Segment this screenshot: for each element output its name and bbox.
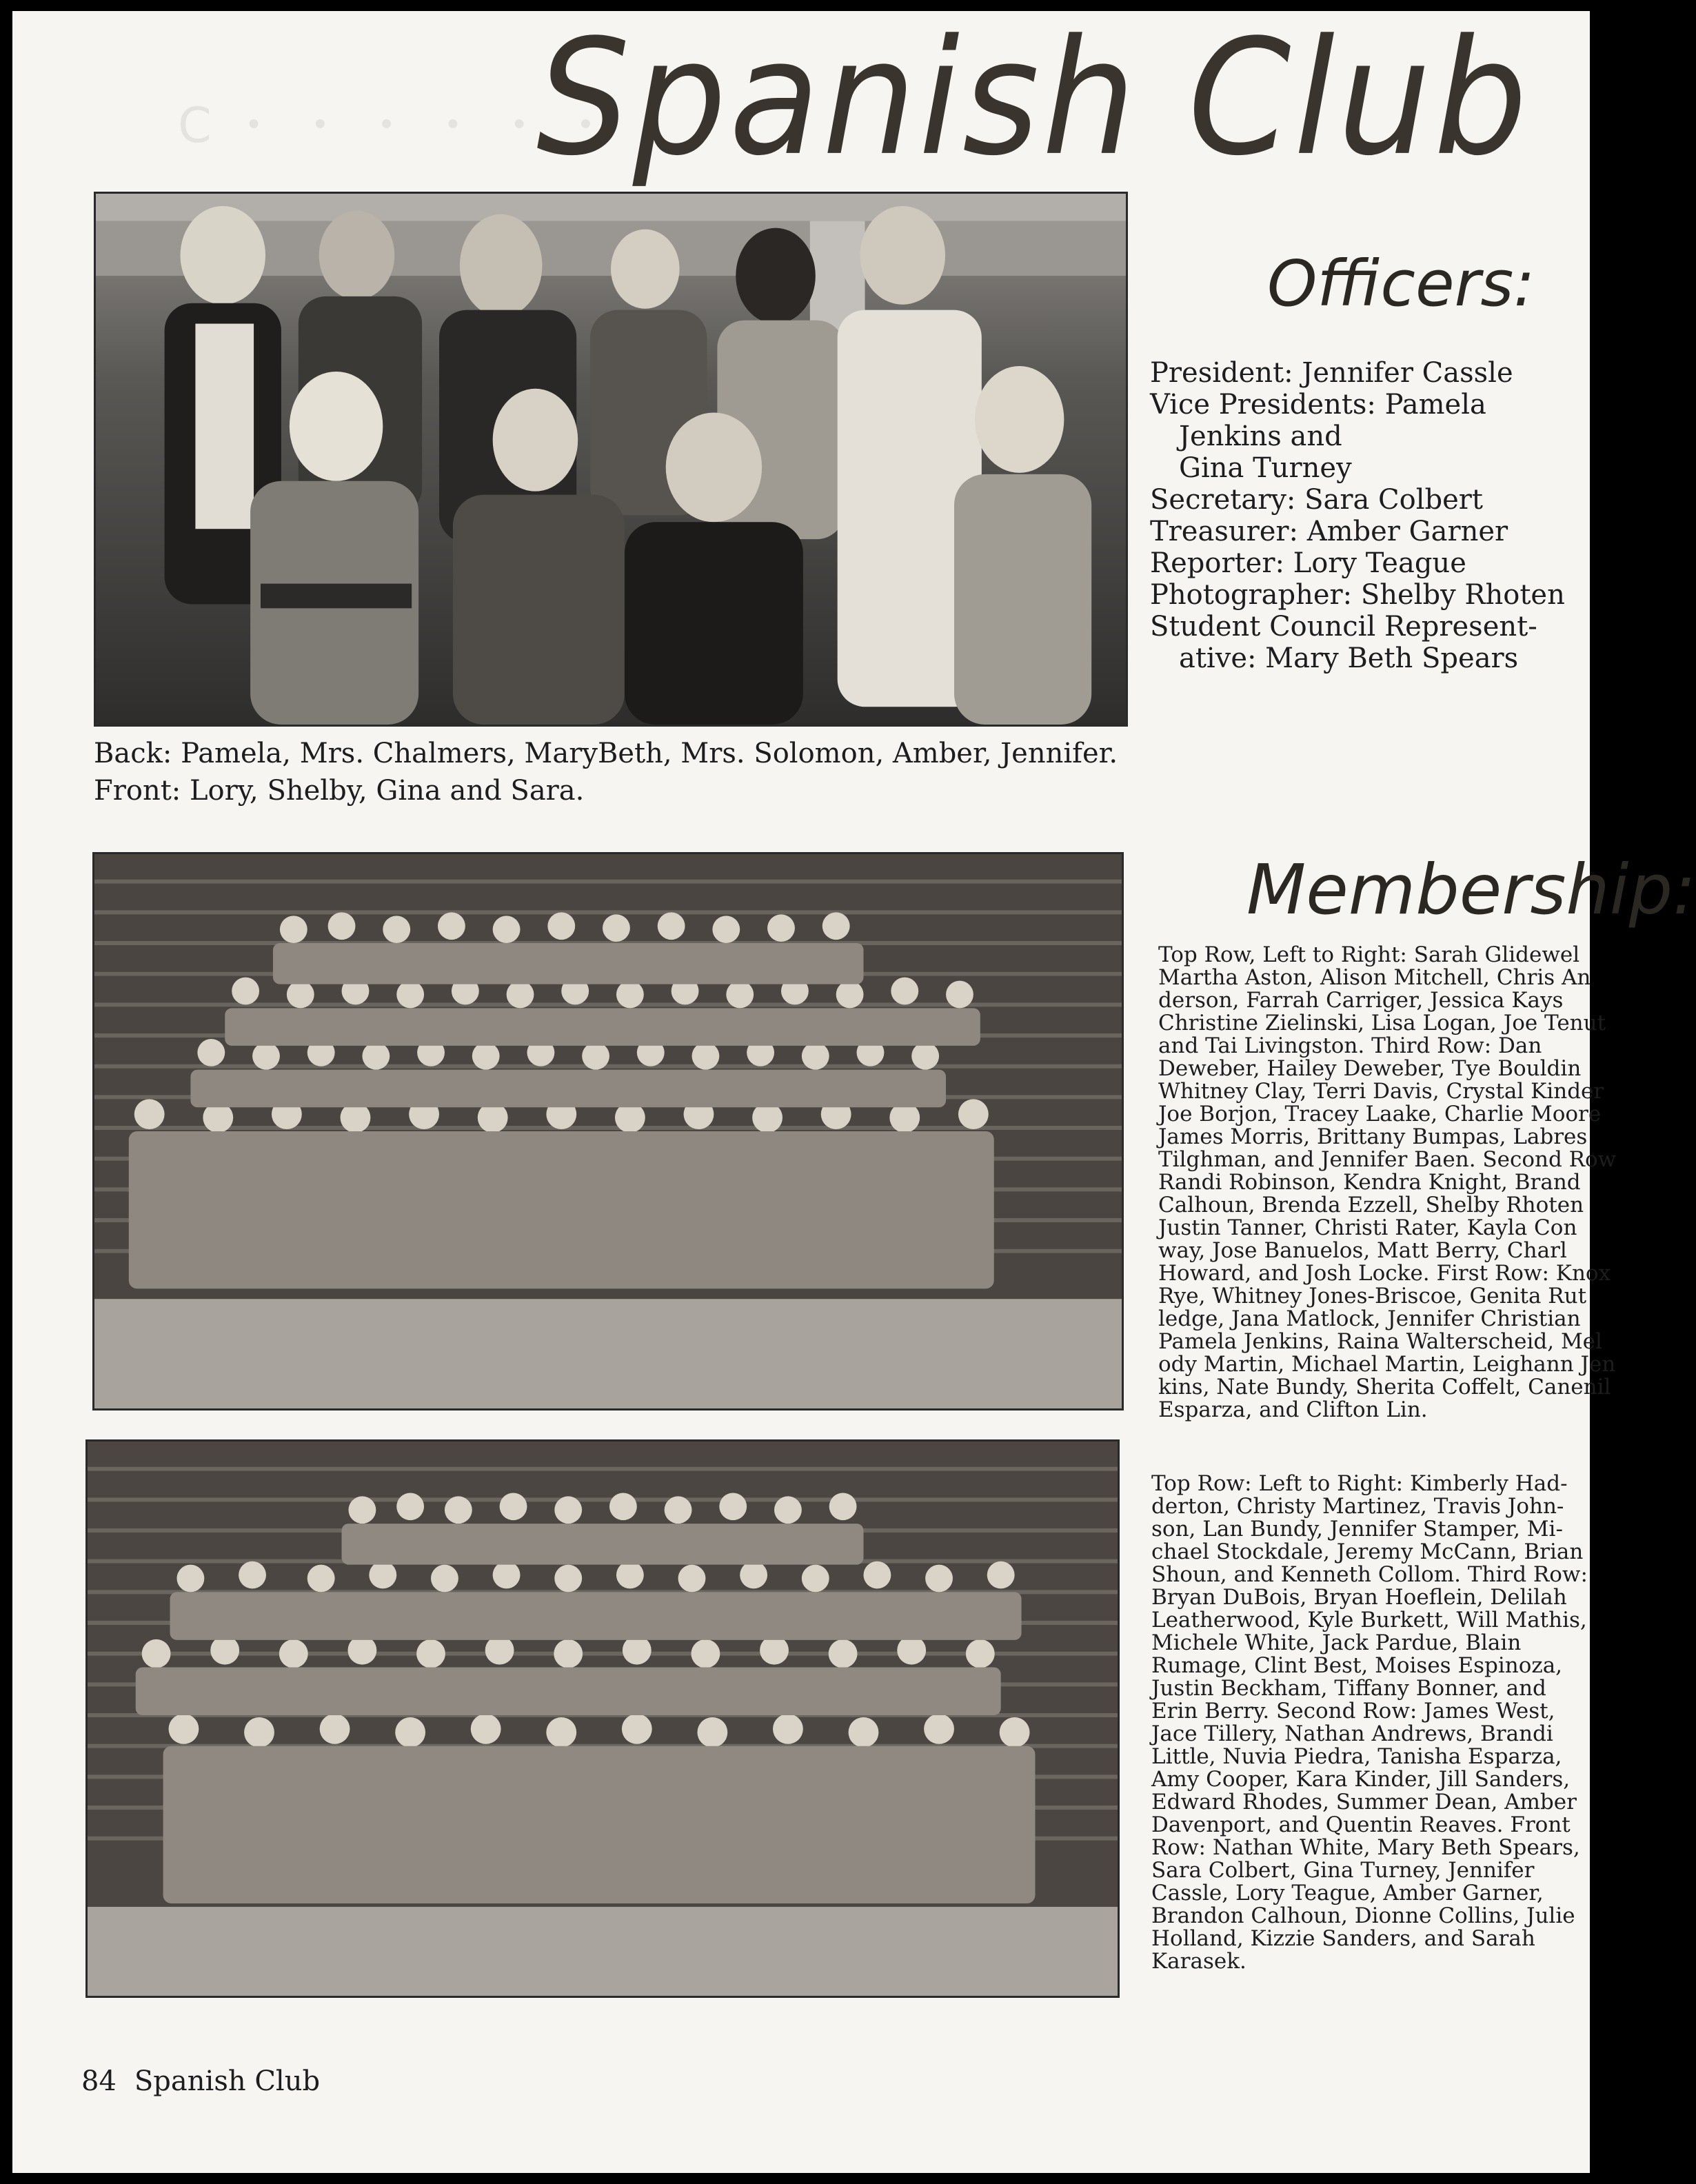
name-line: ody Martin, Michael Martin, Leighann Jen [1158, 1352, 1616, 1377]
name-line: derson, Farrah Carriger, Jessica Kays [1158, 988, 1564, 1013]
name-line: Tilghman, and Jennifer Baen. Second Row [1158, 1147, 1617, 1172]
name-line: Little, Nuvia Piedra, Tanisha Esparza, [1151, 1744, 1562, 1769]
officer-line: Photographer: Shelby Rhoten [1150, 579, 1565, 611]
name-line: Edward Rhodes, Summer Dean, Amber [1151, 1790, 1577, 1814]
name-line: derton, Christy Martinez, Travis John- [1151, 1494, 1564, 1519]
officer-line: ative: Mary Beth Spears [1179, 643, 1519, 674]
membership-names-group-1 [1158, 942, 1617, 1422]
officers-photo [94, 192, 1128, 727]
membership-photo-2 [85, 1439, 1120, 1998]
name-line: Davenport, and Quentin Reaves. Front [1151, 1812, 1571, 1837]
name-line: Holland, Kizzie Sanders, and Sarah [1151, 1926, 1535, 1951]
name-line: Calhoun, Brenda Ezzell, Shelby Rhoten [1158, 1193, 1584, 1217]
officers-photo-caption [94, 735, 1118, 809]
name-line: Top Row: Left to Right: Kimberly Had- [1151, 1471, 1568, 1496]
name-line: son, Lan Bundy, Jennifer Stamper, Mi- [1151, 1517, 1563, 1541]
membership-names-group-2 [1151, 1473, 1599, 1973]
name-line: Bryan DuBois, Bryan Hoeflein, Delilah [1151, 1585, 1567, 1610]
name-line: Karasek. [1151, 1949, 1246, 1974]
name-line: Christine Zielinski, Lisa Logan, Joe Tenut [1158, 1011, 1606, 1035]
name-line: Erin Berry. Second Row: James West, [1151, 1699, 1555, 1723]
name-line: Rumage, Clint Best, Moises Espinoza, [1151, 1653, 1563, 1678]
bleed-through-text: Ⅽ ・ ・ ・ ・ ・ ・ ・ [178, 97, 678, 154]
officers-heading: Officers: [1267, 247, 1535, 321]
name-line: Shoun, and Kenneth Collom. Third Row: [1151, 1562, 1588, 1587]
name-line: Esparza, and Clifton Lin. [1158, 1397, 1428, 1422]
officer-line: Student Council Represent- [1150, 611, 1537, 643]
officer-line: Treasurer: Amber Garner [1150, 516, 1508, 547]
name-line: Justin Beckham, Tiffany Bonner, and [1151, 1676, 1546, 1701]
page-footer [81, 2065, 320, 2097]
name-line: Brandon Calhoun, Dionne Collins, Julie [1151, 1903, 1575, 1928]
name-line: Sara Colbert, Gina Turney, Jennifer [1151, 1858, 1535, 1883]
name-line: way, Jose Banuelos, Matt Berry, Charl [1158, 1238, 1567, 1263]
name-line: Rye, Whitney Jones-Briscoe, Genita Rut [1158, 1284, 1587, 1308]
officers-list [1150, 357, 1565, 674]
officer-line: Reporter: Lory Teague [1150, 547, 1466, 579]
officer-line: Vice Presidents: Pamela [1150, 389, 1486, 421]
name-line: Michele White, Jack Pardue, Blain [1151, 1630, 1522, 1655]
officer-line: Secretary: Sara Colbert [1150, 484, 1483, 516]
name-line: Jace Tillery, Nathan Andrews, Brandi [1151, 1721, 1553, 1746]
name-line: Cassle, Lory Teague, Amber Garner, [1151, 1881, 1544, 1905]
name-line: Joe Borjon, Tracey Laake, Charlie Moore [1158, 1102, 1602, 1126]
membership-photo-1 [92, 852, 1124, 1410]
footer-section-name: Spanish Club [134, 2065, 321, 2097]
caption-line: Back: Pamela, Mrs. Chalmers, MaryBeth, Mrs. Solomon, Amber, Jennifer. [94, 738, 1118, 769]
name-line: Whitney Clay, Terri Davis, Crystal Kinder [1158, 1079, 1604, 1104]
officer-line: President: Jennifer Cassle [1150, 357, 1513, 389]
name-line: Pamela Jenkins, Raina Walterscheid, Mel [1158, 1329, 1602, 1354]
name-line: kins, Nate Bundy, Sherita Coffelt, Canenil [1158, 1375, 1611, 1399]
membership-photo-2-image [88, 1442, 1118, 1996]
officers-photo-image [96, 194, 1126, 725]
name-line: Amy Cooper, Kara Kinder, Jill Sanders, [1151, 1767, 1571, 1792]
name-line: Leatherwood, Kyle Burkett, Will Mathis, [1151, 1608, 1587, 1632]
name-line: James Morris, Brittany Bumpas, Labres [1158, 1124, 1588, 1149]
name-line: Row: Nathan White, Mary Beth Spears, [1151, 1835, 1580, 1860]
name-line: ledge, Jana Matlock, Jennifer Christian [1158, 1306, 1581, 1331]
page-number: 84 [81, 2065, 117, 2097]
name-line: Justin Tanner, Christi Rater, Kayla Con [1158, 1215, 1577, 1240]
name-line: Top Row, Left to Right: Sarah Glidewel [1158, 942, 1580, 967]
name-line: Randi Robinson, Kendra Knight, Brand [1158, 1170, 1581, 1195]
name-line: Howard, and Josh Locke. First Row: Knox [1158, 1261, 1611, 1286]
name-line: chael Stockdale, Jeremy McCann, Brian [1151, 1539, 1584, 1564]
page-title: Spanish Club [536, 5, 1531, 191]
officer-line: Gina Turney [1179, 452, 1352, 484]
name-line: Martha Aston, Alison Mitchell, Chris An [1158, 965, 1591, 990]
caption-line: Front: Lory, Shelby, Gina and Sara. [94, 775, 585, 807]
name-line: Deweber, Hailey Deweber, Tye Bouldin [1158, 1056, 1582, 1081]
membership-photo-1-image [94, 854, 1122, 1408]
membership-heading: Membership: [1246, 849, 1696, 930]
yearbook-page [12, 5, 1696, 2173]
officer-line: Jenkins and [1179, 421, 1342, 452]
name-line: and Tai Livingston. Third Row: Dan [1158, 1033, 1542, 1058]
